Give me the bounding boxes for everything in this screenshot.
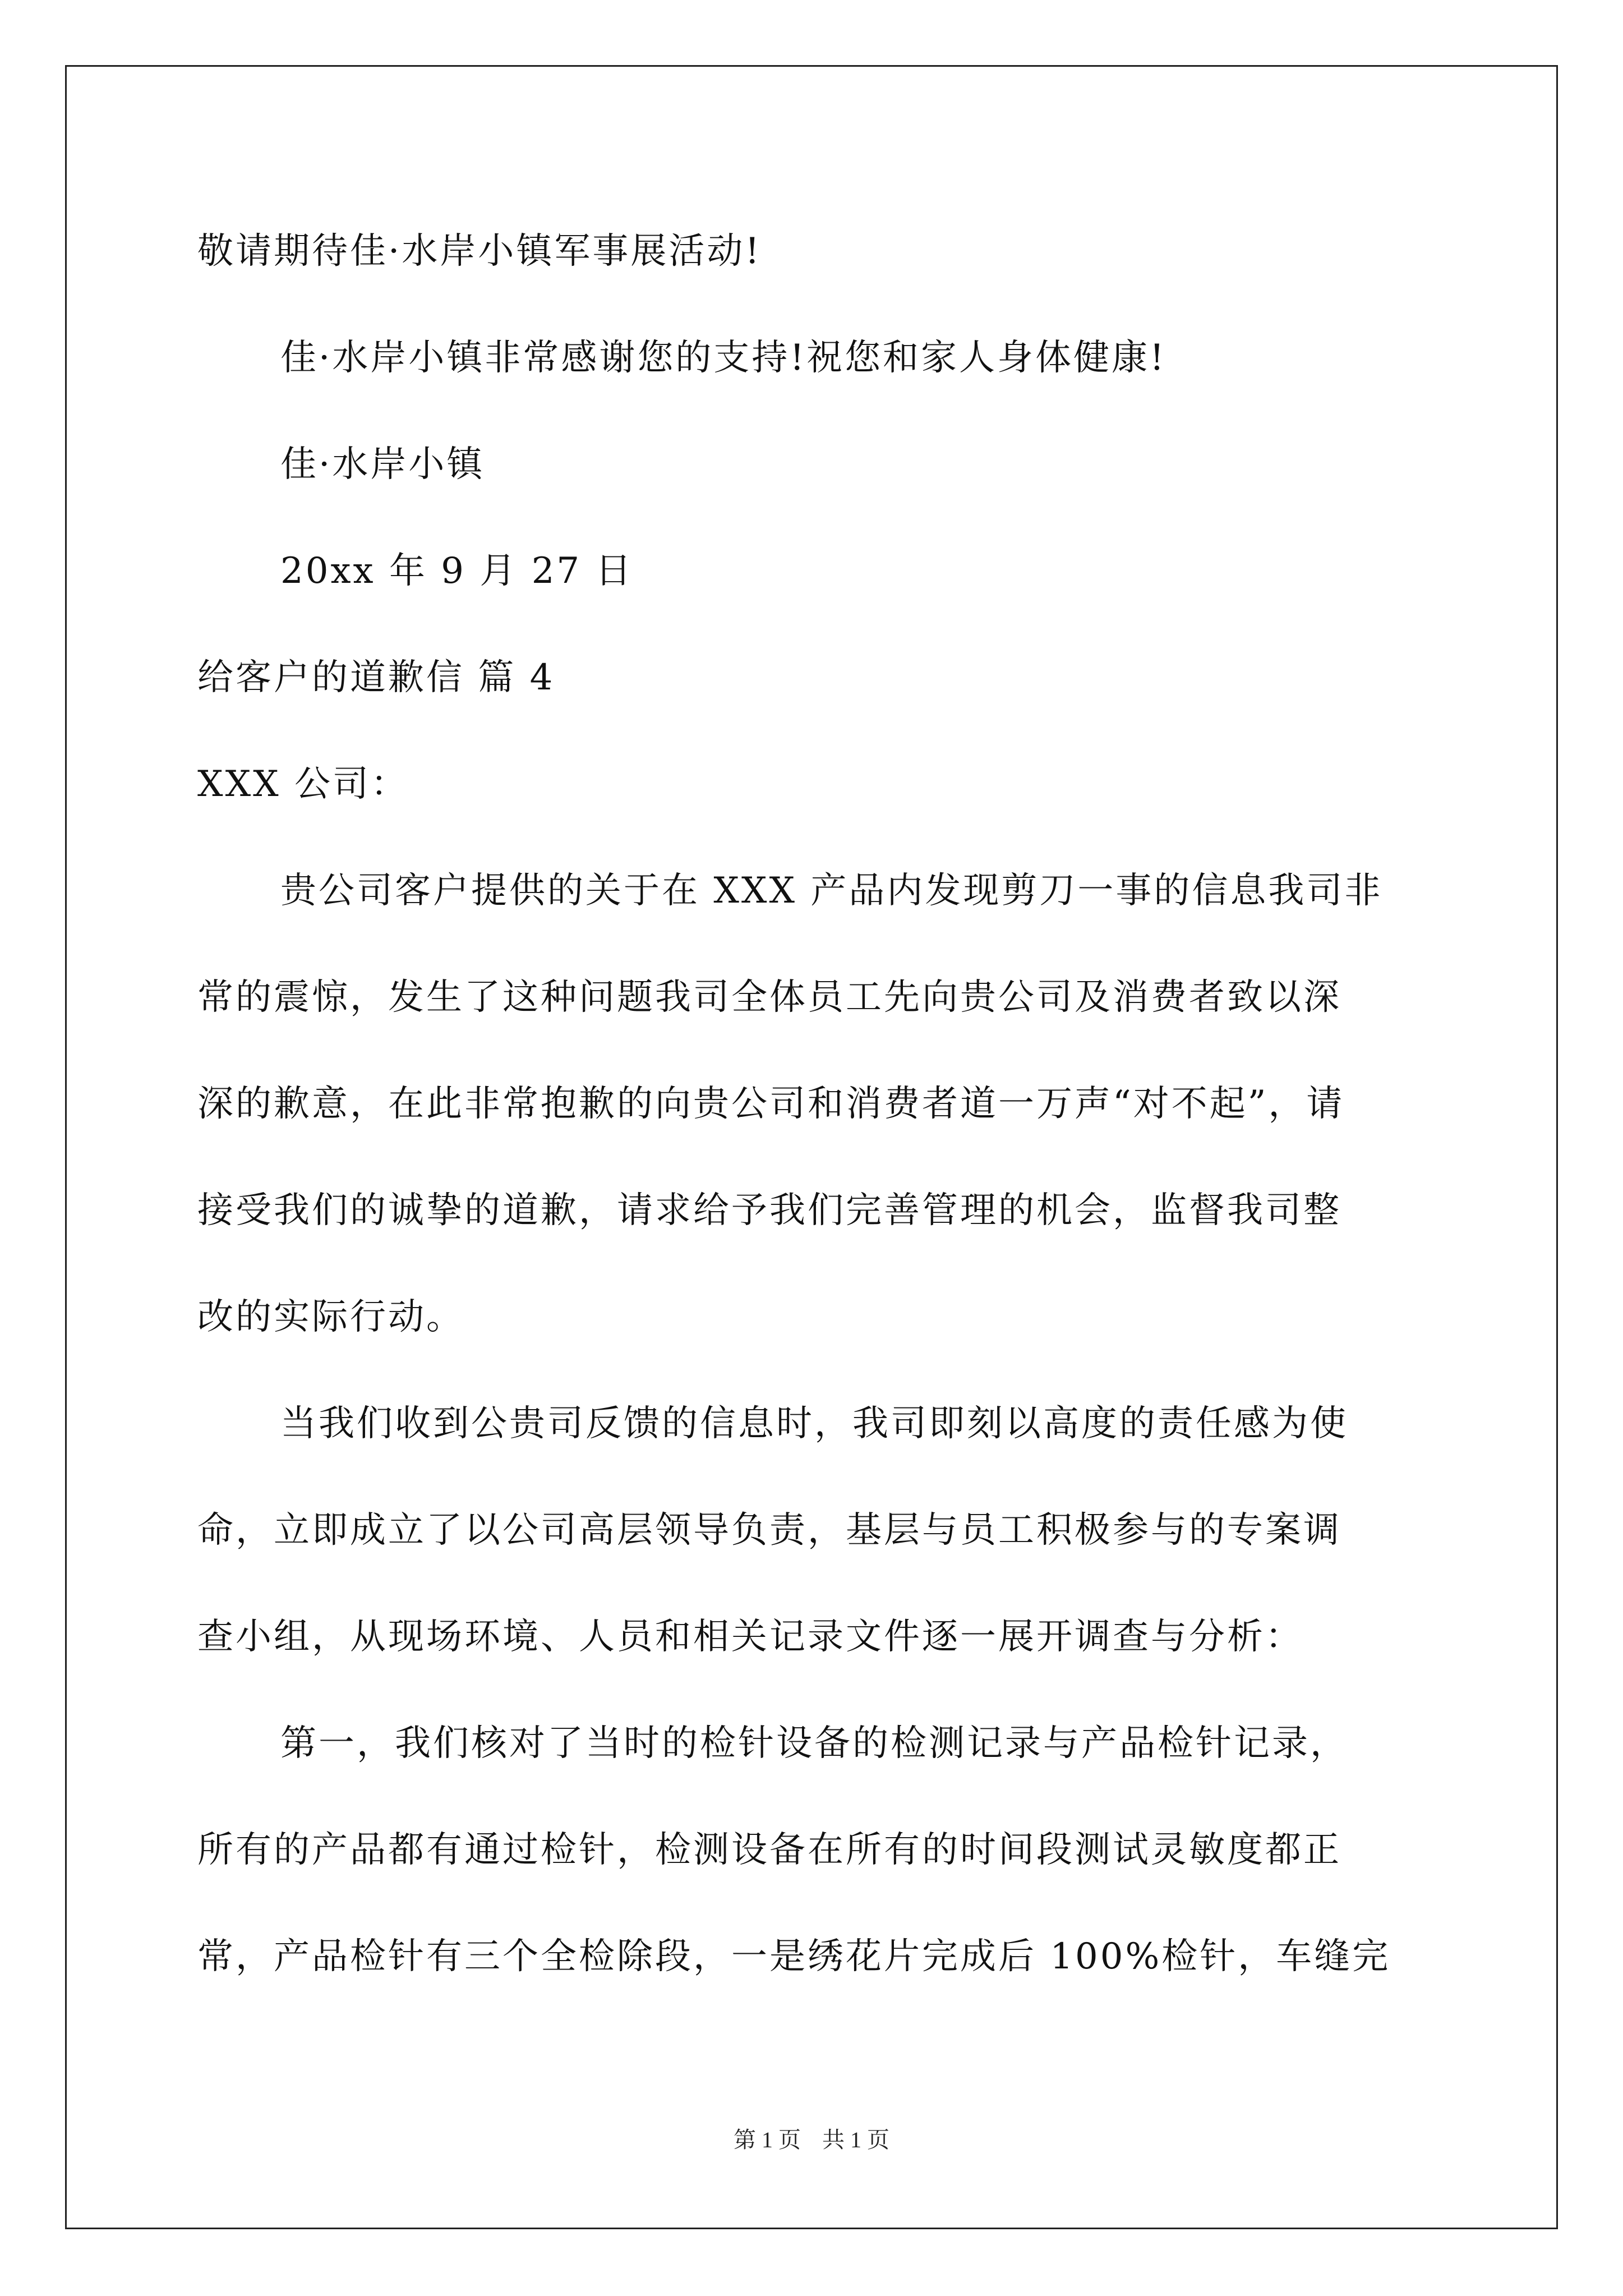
text-line: 命，立即成立了以公司高层领导负责，基层与员工积极参与的专案调 bbox=[197, 1510, 1341, 1551]
date-line: 20xx 年 9 月 27 日 bbox=[280, 550, 634, 592]
signature-line: 佳·水岸小镇 bbox=[280, 444, 485, 485]
page-total: 共 1 页 bbox=[822, 2127, 889, 2152]
text-line: 当我们收到公贵司反馈的信息时，我司即刻以高度的责任感为使 bbox=[280, 1403, 1348, 1444]
text-line: 第一，我们核对了当时的检针设备的检测记录与产品检针记录， bbox=[280, 1723, 1348, 1764]
page-footer bbox=[0, 2126, 1623, 2154]
text-line: 改的实际行动。 bbox=[197, 1296, 464, 1338]
salutation: XXX 公司： bbox=[197, 763, 409, 805]
text-line: 所有的产品都有通过检针，检测设备在所有的时间段测试灵敏度都正 bbox=[197, 1829, 1341, 1871]
text-line: 查小组，从现场环境、人员和相关记录文件逐一展开调查与分析： bbox=[197, 1616, 1303, 1658]
text-line: 常的震惊，发生了这种问题我司全体员工先向贵公司及消费者致以深 bbox=[197, 977, 1341, 1018]
text-line: 深的歉意，在此非常抱歉的向贵公司和消费者道一万声“对不起”，请 bbox=[197, 1083, 1345, 1125]
page-border bbox=[65, 65, 1558, 2229]
text-line: 贵公司客户提供的关于在 XXX 产品内发现剪刀一事的信息我司非 bbox=[280, 870, 1383, 912]
text-line: 佳·水岸小镇非常感谢您的支持!祝您和家人身体健康! bbox=[280, 337, 1166, 379]
text-line: 接受我们的诚挚的道歉，请求给予我们完善管理的机会，监督我司整 bbox=[197, 1190, 1341, 1231]
text-line: 敬请期待佳·水岸小镇军事展活动! bbox=[197, 231, 762, 272]
section-heading: 给客户的道歉信 篇 4 bbox=[197, 657, 555, 698]
page-number: 第 1 页 bbox=[734, 2127, 801, 2152]
text-line: 常，产品检针有三个全检除段，一是绣花片完成后 100%检针，车缝完 bbox=[197, 1936, 1391, 1977]
